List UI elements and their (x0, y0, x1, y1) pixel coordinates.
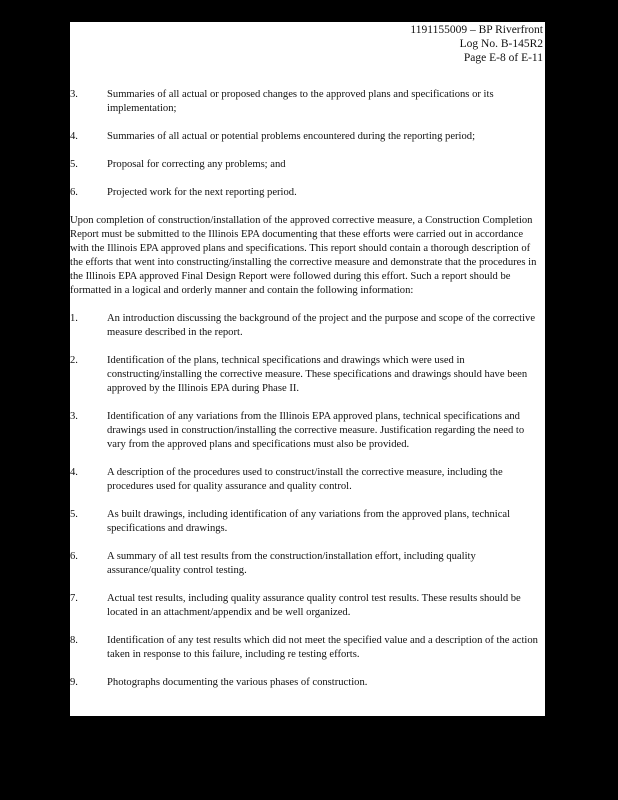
list-item-number: 3. (70, 89, 78, 100)
header-log-number: Log No. B-145R2 (459, 38, 543, 50)
list-item-number: 7. (70, 593, 78, 604)
list-item-number: 6. (70, 187, 78, 198)
list-item (70, 354, 544, 396)
list-item-text: Identification of any variations from the Illinois EPA approved plans, technical specifications and drawings used in construction/installing the corrective measure. Justification regarding the need to vary from the approved plans and specifications must also be provided. (107, 411, 525, 450)
list-item (70, 676, 544, 690)
list-item (70, 466, 544, 494)
list-item-text: A description of the procedures used to construct/install the corrective measure, including the procedures used for quality assurance and quality control. (107, 467, 503, 492)
list-item-text: Identification of the plans, technical specifications and drawings which were used in constructing/installing the corrective measure. These specifications and drawings should have been approved by the Illinois EPA during Phase II. (107, 355, 528, 394)
list-item (70, 634, 544, 662)
page-header (410, 23, 543, 65)
list-item-number: 5. (70, 509, 78, 520)
list-item (70, 158, 544, 172)
list-item-text: Identification of any test results which did not meet the specified value and a description of the action taken in response to this failure, including re testing efforts. (107, 635, 538, 660)
completion-report-paragraph: Upon completion of construction/installation of the approved corrective measure, a Construction Completion Report must be submitted to the Illinois EPA documenting that these efforts were carried out in accordance with the Illinois EPA approved plans and specifications. This report should contain a thorough description of the efforts that went into constructing/installing the corrective measure and demonstrate that the procedures in the Illinois EPA approved Final Design Report were followed during this effort. Such a report should be formatted in a logical and orderly manner and contain the following information: (70, 215, 537, 296)
list-item-text: Photographs documenting the various phases of construction. (107, 677, 368, 688)
list-item (70, 186, 544, 200)
list-item-number: 9. (70, 677, 78, 688)
list-item (70, 592, 544, 620)
list-item-text: As built drawings, including identification of any variations from the approved plans, technical specifications and drawings. (107, 509, 511, 534)
list-item-number: 4. (70, 131, 78, 142)
list-item-text: A summary of all test results from the construction/installation effort, including quality assurance/quality control testing. (107, 551, 476, 576)
list-item-number: 3. (70, 411, 78, 422)
list-item-text: Proposal for correcting any problems; and (107, 159, 286, 170)
list-item-number: 5. (70, 159, 78, 170)
header-page-number: Page E-8 of E-11 (463, 52, 543, 64)
list-item-number: 4. (70, 467, 78, 478)
list-item (70, 410, 544, 452)
list-item-text: Summaries of all actual or potential problems encountered during the reporting period; (107, 131, 476, 142)
list-item (70, 312, 544, 340)
list-item-number: 8. (70, 635, 78, 646)
list-item-number: 1. (70, 313, 78, 324)
document-body (70, 88, 544, 704)
list-item-text: Projected work for the next reporting period. (107, 187, 297, 198)
list-item-text: An introduction discussing the background of the project and the purpose and scope of the corrective measure described in the report. (107, 313, 536, 338)
document-page (70, 22, 545, 716)
list-item-number: 2. (70, 355, 78, 366)
list-item (70, 88, 544, 116)
header-site-id: 1191155009 – BP Riverfront (410, 24, 543, 36)
list-item (70, 550, 544, 578)
list-item (70, 130, 544, 144)
list-item-text: Actual test results, including quality assurance quality control test results. These results should be located in an attachment/appendix and be well organized. (107, 593, 521, 618)
list-item-number: 6. (70, 551, 78, 562)
list-item (70, 508, 544, 536)
list-item-text: Summaries of all actual or proposed changes to the approved plans and specifications or its implementation; (107, 89, 494, 114)
